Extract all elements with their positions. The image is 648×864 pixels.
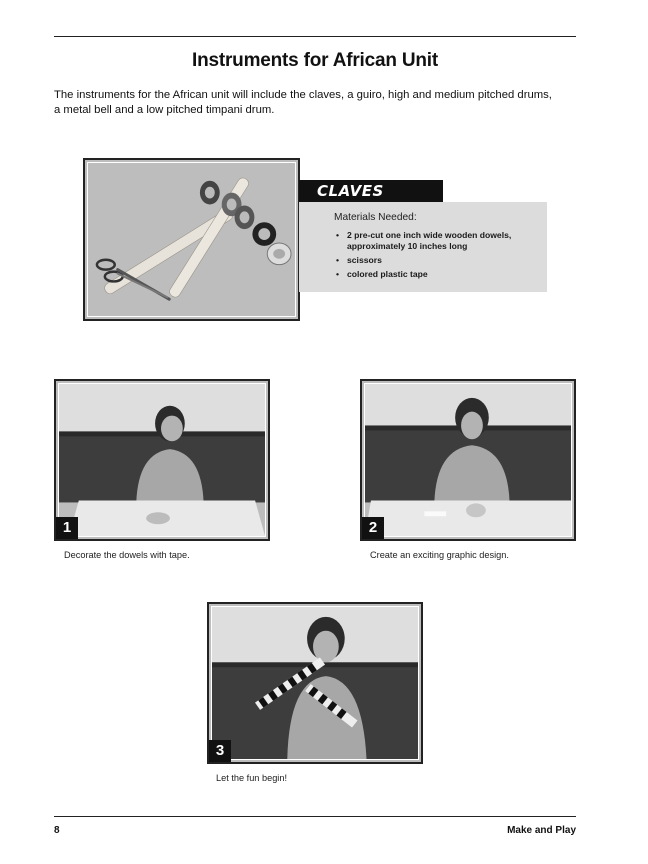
book-title: Make and Play bbox=[507, 825, 576, 836]
claves-header: CLAVES bbox=[299, 180, 443, 202]
materials-photo bbox=[83, 158, 300, 321]
intro-paragraph: The instruments for the African unit will include the claves, a guiro, high and medium pitched drums, a metal bell and a low pitched timpani drum. bbox=[54, 89, 552, 116]
bullet-icon: • bbox=[336, 255, 340, 265]
materials-list bbox=[334, 230, 539, 283]
top-rule bbox=[54, 36, 576, 37]
bullet-icon: • bbox=[336, 230, 340, 240]
bullet-icon: • bbox=[336, 269, 340, 279]
page-number: 8 bbox=[54, 825, 60, 836]
step-number-badge: 2 bbox=[362, 517, 384, 539]
step-3-photo bbox=[207, 602, 423, 764]
step-2-caption: Create an exciting graphic design. bbox=[370, 550, 509, 560]
step-2-photo bbox=[360, 379, 576, 541]
list-item: • colored plastic tape bbox=[336, 269, 428, 279]
step-1-caption: Decorate the dowels with tape. bbox=[64, 550, 190, 560]
step-3-caption: Let the fun begin! bbox=[216, 773, 288, 783]
step-number-badge: 3 bbox=[209, 740, 231, 762]
bottom-rule bbox=[54, 816, 576, 817]
page-title: Instruments for African Unit bbox=[192, 50, 438, 71]
materials-box bbox=[299, 202, 547, 292]
list-item: • 2 pre-cut one inch wide wooden dowels, approximately 10 inches long bbox=[336, 230, 512, 251]
step-number-badge: 1 bbox=[56, 517, 78, 539]
materials-title: Materials Needed: bbox=[334, 212, 417, 223]
step-1-photo bbox=[54, 379, 270, 541]
list-item: • scissors bbox=[336, 255, 382, 265]
